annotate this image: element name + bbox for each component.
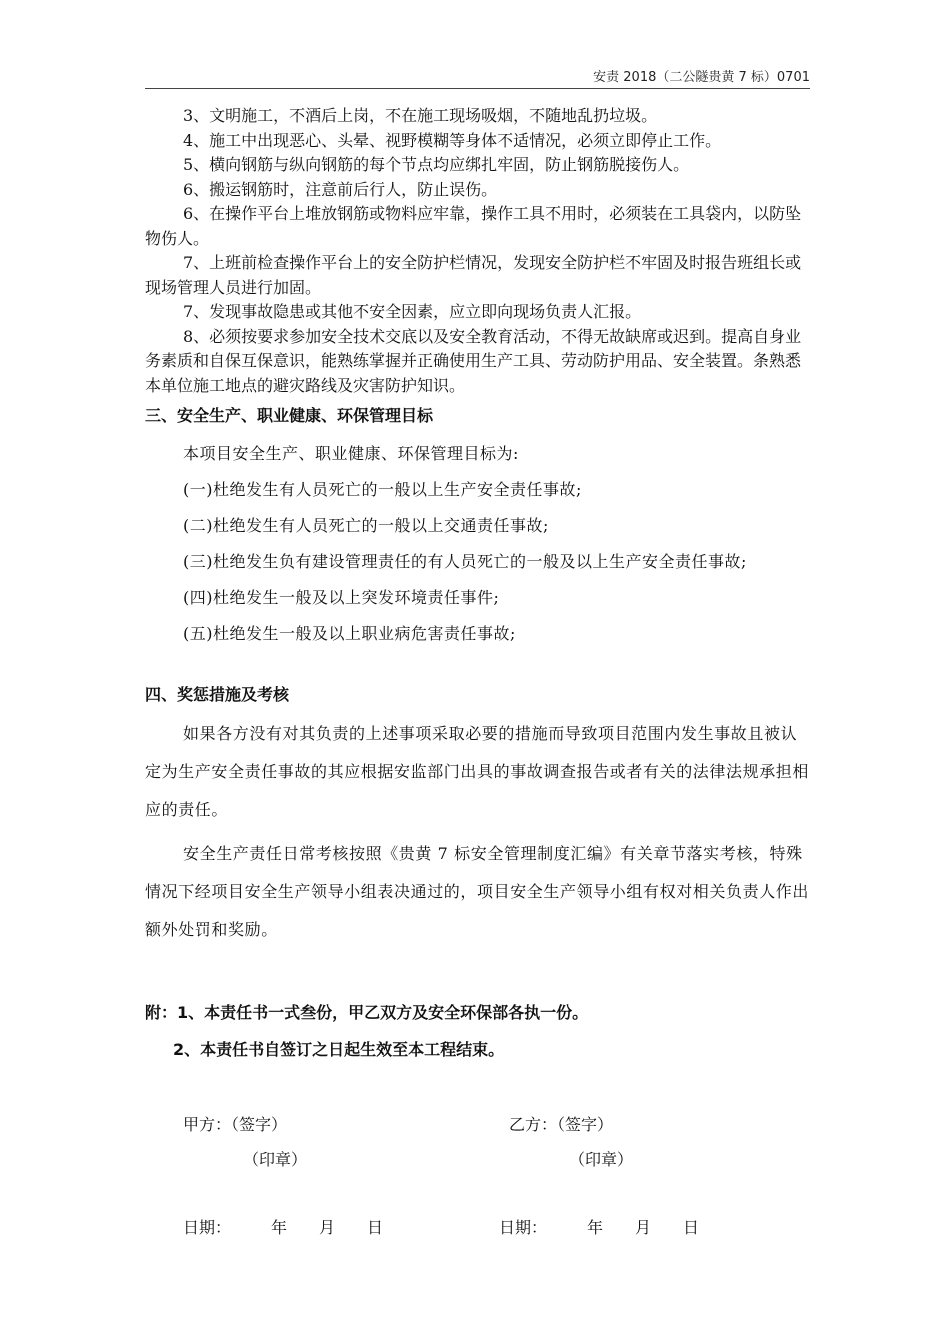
list-item: 5、横向钢筋与纵向钢筋的每个节点均应绑扎牢固，防止钢筋脱接伤人。 xyxy=(183,155,690,174)
list-item: 3、文明施工，不酒后上岗，不在施工现场吸烟，不随地乱扔垃圾。 xyxy=(183,106,658,125)
list-item: 7、发现事故隐患或其他不安全因素，应立即向现场负责人汇报。 xyxy=(183,302,642,321)
goal-item: (三)杜绝发生负有建设管理责任的有人员死亡的一般及以上生产安全责任事故; xyxy=(183,552,747,571)
paragraph: 如果各方没有对其负责的上述事项采取必要的措施而导致项目范围内发生事故且被认定为生产安全责任事故的其应根据安监部门出具的事故调查报告或者有关的法律法规承担相应的责任。 xyxy=(145,724,810,819)
party-a-seal-label: （印章） xyxy=(243,1150,308,1169)
goal-item: (一)杜绝发生有人员死亡的一般以上生产安全责任事故; xyxy=(183,480,582,499)
goal-item: (二)杜绝发生有人员死亡的一般以上交通责任事故; xyxy=(183,516,549,535)
section-2-list xyxy=(145,104,810,398)
section-heading: 四、奖惩措施及考核 xyxy=(145,685,290,704)
section-intro: 本项目安全生产、职业健康、环保管理目标为: xyxy=(183,444,519,463)
paragraph: 安全生产责任日常考核按照《贵黄 7 标安全管理制度汇编》有关章节落实考核，特殊情况下经项目安全生产领导小组表决通过的，项目安全生产领导小组有权对相关负责人作出额外处罚和奖励。 xyxy=(145,844,810,939)
goal-item: (四)杜绝发生一般及以上突发环境责任事件; xyxy=(183,588,500,607)
goal-item: (五)杜绝发生一般及以上职业病危害责任事故; xyxy=(183,624,516,643)
party-a-date-label: 日期： 年 月 日 xyxy=(183,1218,384,1237)
section-heading: 三、安全生产、职业健康、环保管理目标 xyxy=(145,406,434,425)
appendix-line: 附：1、本责任书一式叁份，甲乙双方及安全环保部各执一份。 xyxy=(145,1003,589,1022)
section-3 xyxy=(145,404,810,652)
list-item: 6、在操作平台上堆放钢筋或物料应牢靠，操作工具不用时，必须装在工具袋内，以防坠物伤人。 xyxy=(145,204,802,248)
header-divider xyxy=(145,88,810,89)
list-item: 6、搬运钢筋时，注意前后行人，防止误伤。 xyxy=(183,179,498,199)
party-b-date-label: 日期： 年 月 日 xyxy=(499,1218,700,1237)
party-a-signature-label: 甲方：（签字） xyxy=(183,1115,288,1134)
section-4 xyxy=(145,683,810,949)
appendix-line: 2、本责任书自签订之日起生效至本工程结束。 xyxy=(173,1040,505,1059)
list-item: 8、必须按要求参加安全技术交底以及安全教育活动，不得无故缺席或迟到。提高自身业务素质和自保互保意识，能熟练掌握并正确使用生产工具、劳动防护用品、安全装置。条熟悉本单位施工地点的避灾路线及灾害防护知识。 xyxy=(145,326,802,395)
document-code: 安责 2018（二公隧贵黄 7 标）0701 xyxy=(593,70,810,85)
party-b-seal-label: （印章） xyxy=(569,1150,634,1169)
list-item: 7、上班前检查操作平台上的安全防护栏情况，发现安全防护栏不牢固及时报告班组长或现场管理人员进行加固。 xyxy=(145,253,802,297)
appendix xyxy=(145,1000,810,1060)
party-b-signature-label: 乙方：（签字） xyxy=(509,1115,614,1134)
list-item: 4、施工中出现恶心、头晕、视野模糊等身体不适情况，必须立即停止工作。 xyxy=(183,130,722,150)
